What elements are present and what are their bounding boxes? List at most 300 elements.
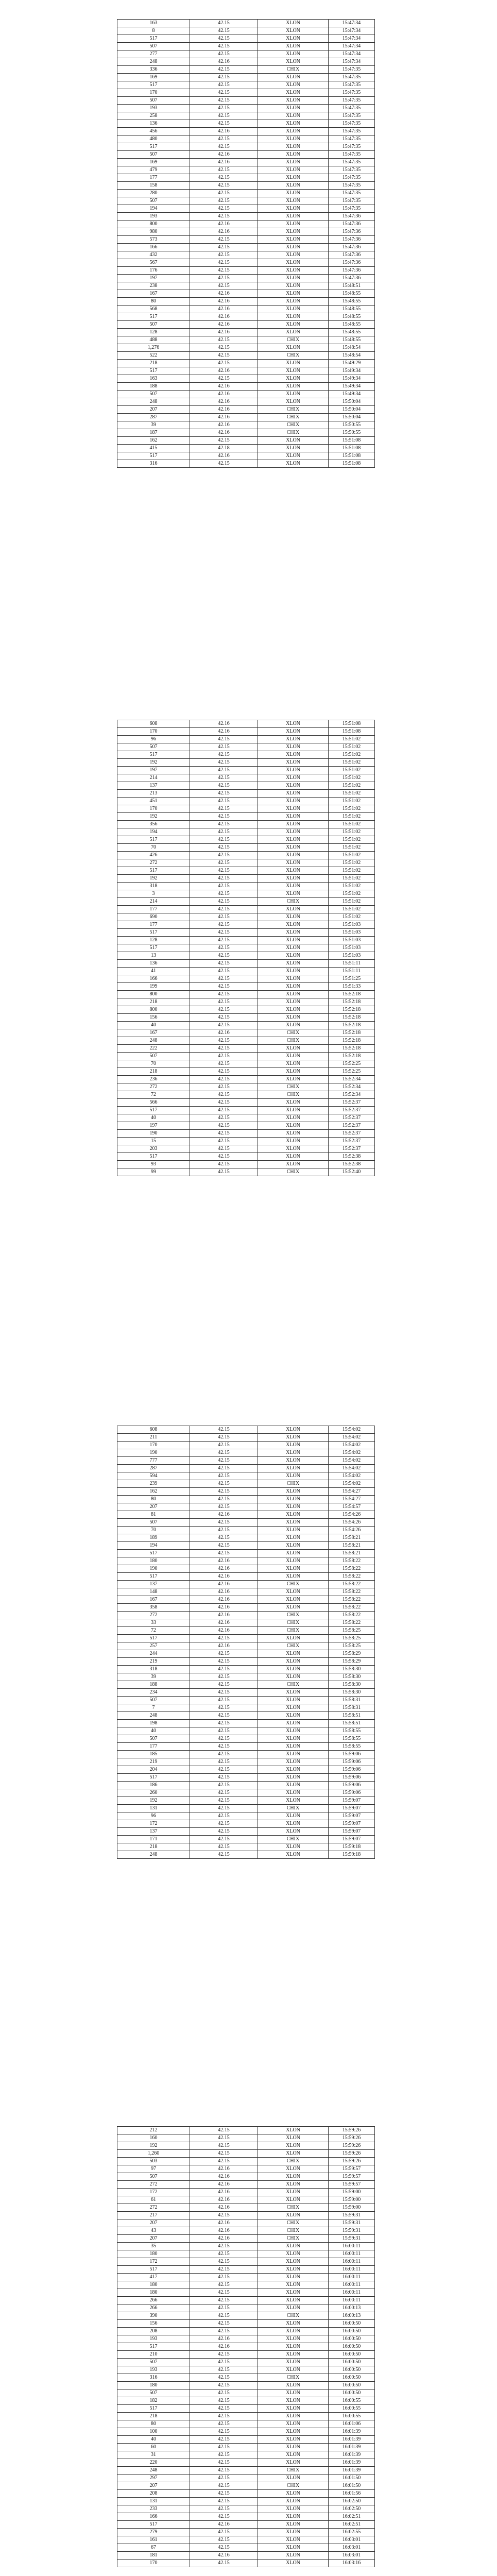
table-row (117, 1836, 375, 1843)
venue-cell: XLON (258, 2274, 329, 2281)
table-row (117, 2405, 375, 2413)
time-cell: 15:47:35 (329, 190, 375, 197)
price-cell: 42.15 (190, 2475, 258, 2482)
price-cell: 42.15 (190, 1704, 258, 1712)
table-row (117, 1083, 375, 1091)
page-2 (0, 701, 497, 1406)
time-cell: 16:01:39 (329, 2436, 375, 2444)
table-row (117, 1557, 375, 1565)
table-row (117, 1689, 375, 1697)
volume-cell: 234 (117, 1689, 190, 1697)
time-cell: 15:47:36 (329, 236, 375, 244)
price-cell: 42.15 (190, 120, 258, 128)
venue-cell: XLON (258, 1743, 329, 1751)
volume-cell: 266 (117, 2304, 190, 2312)
venue-cell: XLON (258, 852, 329, 859)
price-cell: 42.15 (190, 2420, 258, 2428)
table-row (117, 2482, 375, 2490)
time-cell: 15:48:55 (329, 306, 375, 313)
venue-cell: XLON (258, 1782, 329, 1789)
table-row (117, 329, 375, 336)
time-cell: 15:58:25 (329, 1635, 375, 1642)
table-row (117, 2204, 375, 2212)
venue-cell: XLON (258, 437, 329, 445)
table-row (117, 1666, 375, 1673)
table-row (117, 913, 375, 921)
volume-cell: 218 (117, 360, 190, 367)
table-row (117, 221, 375, 228)
table-row (117, 2304, 375, 2312)
price-cell: 42.15 (190, 251, 258, 259)
venue-cell: XLON (258, 1542, 329, 1550)
table-row (117, 759, 375, 767)
venue-cell: XLON (258, 360, 329, 367)
time-cell: 16:00:11 (329, 2297, 375, 2304)
price-cell: 42.15 (190, 2359, 258, 2366)
table-row (117, 74, 375, 81)
table-row (117, 251, 375, 259)
price-cell: 42.15 (190, 35, 258, 43)
venue-cell: XLON (258, 1673, 329, 1681)
table-row (117, 2397, 375, 2405)
price-cell: 42.15 (190, 2274, 258, 2281)
venue-cell: XLON (258, 89, 329, 97)
time-cell: 15:48:55 (329, 290, 375, 298)
time-cell: 15:51:11 (329, 968, 375, 975)
price-cell: 42.15 (190, 2134, 258, 2142)
volume-cell: 100 (117, 2428, 190, 2436)
venue-cell: XLON (258, 1130, 329, 1138)
time-cell: 15:48:55 (329, 313, 375, 321)
volume-cell: 39 (117, 1673, 190, 1681)
table-row (117, 267, 375, 275)
volume-cell: 318 (117, 1666, 190, 1673)
table-row (117, 1145, 375, 1153)
time-cell: 15:58:25 (329, 1642, 375, 1650)
time-cell: 16:00:11 (329, 2250, 375, 2258)
time-cell: 15:48:55 (329, 336, 375, 344)
time-cell: 16:01:06 (329, 2420, 375, 2428)
table-row (117, 50, 375, 58)
price-cell: 42.15 (190, 1519, 258, 1527)
price-cell: 42.15 (190, 1068, 258, 1076)
venue-cell: XLON (258, 182, 329, 190)
time-cell: 15:47:35 (329, 89, 375, 97)
price-cell: 42.15 (190, 2560, 258, 2567)
time-cell: 15:51:03 (329, 929, 375, 937)
venue-cell: XLON (258, 2505, 329, 2513)
price-cell: 42.15 (190, 1766, 258, 1774)
price-cell: 42.16 (190, 1588, 258, 1596)
table-row (117, 1642, 375, 1650)
time-cell: 16:01:39 (329, 2444, 375, 2451)
volume-cell: 207 (117, 2482, 190, 2490)
price-cell: 42.15 (190, 2142, 258, 2150)
venue-cell: XLON (258, 251, 329, 259)
table-row (117, 2243, 375, 2250)
price-cell: 42.18 (190, 445, 258, 452)
price-cell: 42.16 (190, 321, 258, 329)
venue-cell: XLON (258, 143, 329, 151)
time-cell: 15:51:08 (329, 720, 375, 728)
price-cell: 42.15 (190, 1743, 258, 1751)
volume-cell: 210 (117, 2351, 190, 2359)
price-cell: 42.15 (190, 1666, 258, 1673)
venue-cell: XLON (258, 883, 329, 890)
price-cell: 42.15 (190, 1712, 258, 1720)
price-cell: 42.15 (190, 190, 258, 197)
volume-cell: 41 (117, 968, 190, 975)
venue-cell: XLON (258, 805, 329, 813)
table-row (117, 2343, 375, 2351)
volume-cell: 248 (117, 398, 190, 406)
venue-cell: XLON (258, 244, 329, 251)
table-row (117, 383, 375, 391)
time-cell: 15:52:37 (329, 1130, 375, 1138)
table-row (117, 2150, 375, 2158)
time-cell: 15:47:34 (329, 43, 375, 50)
venue-cell: XLON (258, 2490, 329, 2498)
volume-cell: 218 (117, 2413, 190, 2420)
time-cell: 15:52:25 (329, 1068, 375, 1076)
price-cell: 42.15 (190, 460, 258, 468)
price-cell: 42.15 (190, 929, 258, 937)
time-cell: 16:02:50 (329, 2505, 375, 2513)
venue-cell: XLON (258, 1797, 329, 1805)
table-row (117, 821, 375, 828)
volume-cell: 158 (117, 182, 190, 190)
price-cell: 42.15 (190, 1083, 258, 1091)
table-row (117, 205, 375, 213)
venue-cell: CHIX (258, 2235, 329, 2243)
price-cell: 42.16 (190, 2165, 258, 2173)
price-cell: 42.15 (190, 2459, 258, 2467)
table-row (117, 805, 375, 813)
time-cell: 15:47:35 (329, 197, 375, 205)
venue-cell: XLON (258, 205, 329, 213)
time-cell: 15:58:22 (329, 1573, 375, 1581)
page-1 (0, 0, 497, 701)
venue-cell: XLON (258, 2212, 329, 2219)
volume-cell: 507 (117, 151, 190, 159)
venue-cell: XLON (258, 983, 329, 991)
table-row (117, 2134, 375, 2142)
time-cell: 15:52:34 (329, 1091, 375, 1099)
price-cell: 42.15 (190, 375, 258, 383)
venue-cell: XLON (258, 1851, 329, 1859)
table-row (117, 736, 375, 743)
price-cell: 42.15 (190, 2212, 258, 2219)
price-cell: 42.15 (190, 1720, 258, 1727)
table-row (117, 1627, 375, 1635)
time-cell: 15:59:26 (329, 2150, 375, 2158)
volume-cell: 99 (117, 1168, 190, 1176)
table-row (117, 968, 375, 975)
venue-cell: XLON (258, 151, 329, 159)
time-cell: 15:54:02 (329, 1426, 375, 1434)
volume-cell: 219 (117, 1658, 190, 1666)
volume-cell: 171 (117, 1836, 190, 1843)
volume-cell: 800 (117, 991, 190, 998)
table-row (117, 190, 375, 197)
time-cell: 15:51:03 (329, 937, 375, 944)
volume-cell: 35 (117, 2243, 190, 2250)
time-cell: 15:47:36 (329, 267, 375, 275)
time-cell: 15:58:51 (329, 1712, 375, 1720)
venue-cell: XLON (258, 1720, 329, 1727)
volume-cell: 517 (117, 313, 190, 321)
volume-cell: 80 (117, 298, 190, 306)
time-cell: 15:48:51 (329, 282, 375, 290)
time-cell: 16:00:55 (329, 2397, 375, 2405)
price-cell: 42.15 (190, 2374, 258, 2382)
volume-cell: 192 (117, 813, 190, 821)
table-row (117, 344, 375, 352)
venue-cell: XLON (258, 1596, 329, 1604)
table-row (117, 1542, 375, 1550)
time-cell: 15:51:08 (329, 437, 375, 445)
price-cell: 42.15 (190, 1122, 258, 1130)
price-cell: 42.16 (190, 298, 258, 306)
table-row (117, 282, 375, 290)
price-cell: 42.15 (190, 1114, 258, 1122)
volume-cell: 3 (117, 890, 190, 898)
venue-cell: CHIX (258, 1029, 329, 1037)
volume-cell: 207 (117, 1503, 190, 1511)
price-cell: 42.16 (190, 406, 258, 414)
venue-cell: XLON (258, 798, 329, 805)
table-row (117, 97, 375, 105)
price-cell: 42.15 (190, 1697, 258, 1704)
price-cell: 42.16 (190, 1581, 258, 1588)
table-row (117, 2165, 375, 2173)
time-cell: 15:58:30 (329, 1689, 375, 1697)
table-row (117, 1076, 375, 1083)
time-cell: 15:58:55 (329, 1727, 375, 1735)
venue-cell: CHIX (258, 1037, 329, 1045)
time-cell: 15:52:34 (329, 1076, 375, 1083)
table-row (117, 1658, 375, 1666)
table-row (117, 2219, 375, 2227)
time-cell: 15:47:36 (329, 251, 375, 259)
volume-cell: 192 (117, 875, 190, 883)
time-cell: 16:02:51 (329, 2521, 375, 2529)
price-cell: 42.15 (190, 937, 258, 944)
time-cell: 15:51:02 (329, 883, 375, 890)
table-row (117, 398, 375, 406)
venue-cell: XLON (258, 1704, 329, 1712)
volume-cell: 193 (117, 2335, 190, 2343)
venue-cell: XLON (258, 998, 329, 1006)
price-cell: 42.16 (190, 391, 258, 398)
trades-table-2 (117, 720, 375, 1176)
price-cell: 42.15 (190, 2312, 258, 2320)
volume-cell: 70 (117, 844, 190, 852)
volume-cell: 192 (117, 759, 190, 767)
venue-cell: XLON (258, 1060, 329, 1068)
price-cell: 42.15 (190, 2428, 258, 2436)
volume-cell: 213 (117, 790, 190, 798)
venue-cell: XLON (258, 1006, 329, 1014)
venue-cell: XLON (258, 2173, 329, 2181)
table-row (117, 213, 375, 221)
price-cell: 42.15 (190, 1053, 258, 1060)
table-row (117, 43, 375, 50)
price-cell: 42.15 (190, 1472, 258, 1480)
price-cell: 42.16 (190, 58, 258, 66)
venue-cell: XLON (258, 35, 329, 43)
price-cell: 42.15 (190, 782, 258, 790)
venue-cell: XLON (258, 2328, 329, 2335)
venue-cell: XLON (258, 2521, 329, 2529)
table-row (117, 2513, 375, 2521)
price-cell: 42.15 (190, 805, 258, 813)
table-row (117, 1766, 375, 1774)
time-cell: 15:58:55 (329, 1743, 375, 1751)
price-cell: 42.16 (190, 1612, 258, 1619)
volume-cell: 244 (117, 1650, 190, 1658)
time-cell: 15:48:54 (329, 344, 375, 352)
venue-cell: XLON (258, 2335, 329, 2343)
venue-cell: CHIX (258, 1619, 329, 1627)
price-cell: 42.16 (190, 720, 258, 728)
table-row (117, 2444, 375, 2451)
time-cell: 15:51:02 (329, 813, 375, 821)
table-row (117, 1534, 375, 1542)
volume-cell: 573 (117, 236, 190, 244)
price-cell: 42.15 (190, 1168, 258, 1176)
volume-cell: 517 (117, 1573, 190, 1581)
venue-cell: XLON (258, 1488, 329, 1496)
volume-cell: 522 (117, 352, 190, 360)
price-cell: 42.16 (190, 2181, 258, 2189)
volume-cell: 128 (117, 937, 190, 944)
table-row (117, 460, 375, 468)
venue-cell: XLON (258, 2413, 329, 2420)
table-row (117, 112, 375, 120)
trades-table-4 (117, 2126, 375, 2567)
time-cell: 15:54:02 (329, 1434, 375, 1442)
time-cell: 15:51:02 (329, 836, 375, 844)
table-row (117, 1053, 375, 1060)
venue-cell: XLON (258, 2165, 329, 2173)
venue-cell: XLON (258, 937, 329, 944)
price-cell: 42.15 (190, 282, 258, 290)
table-row (117, 2436, 375, 2444)
table-row (117, 2552, 375, 2560)
volume-cell: 507 (117, 43, 190, 50)
volume-cell: 517 (117, 1774, 190, 1782)
price-cell: 42.16 (190, 128, 258, 135)
volume-cell: 272 (117, 2204, 190, 2212)
price-cell: 42.15 (190, 875, 258, 883)
table-row (117, 445, 375, 452)
venue-cell: XLON (258, 2498, 329, 2505)
volume-cell: 162 (117, 1488, 190, 1496)
time-cell: 15:49:29 (329, 360, 375, 367)
volume-cell: 72 (117, 1091, 190, 1099)
price-cell: 42.15 (190, 2351, 258, 2359)
volume-cell: 33 (117, 1619, 190, 1627)
table-row (117, 2498, 375, 2505)
time-cell: 15:52:38 (329, 1161, 375, 1168)
price-cell: 42.16 (190, 228, 258, 236)
venue-cell: XLON (258, 1604, 329, 1612)
volume-cell: 800 (117, 221, 190, 228)
time-cell: 15:59:26 (329, 2158, 375, 2165)
time-cell: 15:51:02 (329, 790, 375, 798)
table-row (117, 313, 375, 321)
venue-cell: XLON (258, 298, 329, 306)
venue-cell: XLON (258, 2475, 329, 2482)
volume-cell: 238 (117, 282, 190, 290)
table-row (117, 2189, 375, 2196)
table-row (117, 1122, 375, 1130)
table-row (117, 844, 375, 852)
venue-cell: XLON (258, 259, 329, 267)
volume-cell: 190 (117, 1565, 190, 1573)
time-cell: 15:54:02 (329, 1465, 375, 1472)
venue-cell: XLON (258, 166, 329, 174)
time-cell: 15:51:02 (329, 867, 375, 875)
time-cell: 16:02:50 (329, 2498, 375, 2505)
table-row (117, 1612, 375, 1619)
table-row (117, 2297, 375, 2304)
time-cell: 16:00:55 (329, 2413, 375, 2420)
volume-cell: 517 (117, 1635, 190, 1642)
time-cell: 16:01:39 (329, 2467, 375, 2475)
volume-cell: 167 (117, 1029, 190, 1037)
time-cell: 15:47:36 (329, 213, 375, 221)
table-row (117, 2258, 375, 2266)
venue-cell: CHIX (258, 66, 329, 74)
time-cell: 15:58:29 (329, 1650, 375, 1658)
table-row (117, 1820, 375, 1828)
volume-cell: 260 (117, 1789, 190, 1797)
price-cell: 42.15 (190, 2451, 258, 2459)
price-cell: 42.15 (190, 1735, 258, 1743)
table-row (117, 2320, 375, 2328)
price-cell: 42.15 (190, 1037, 258, 1045)
table-row (117, 2366, 375, 2374)
venue-cell: XLON (258, 2529, 329, 2536)
price-cell: 42.15 (190, 2289, 258, 2297)
venue-cell: XLON (258, 728, 329, 736)
venue-cell: XLON (258, 2366, 329, 2374)
venue-cell: XLON (258, 74, 329, 81)
time-cell: 15:52:37 (329, 1114, 375, 1122)
time-cell: 15:51:02 (329, 805, 375, 813)
price-cell: 42.15 (190, 1650, 258, 1658)
volume-cell: 193 (117, 213, 190, 221)
venue-cell: XLON (258, 952, 329, 960)
venue-cell: XLON (258, 2343, 329, 2351)
venue-cell: XLON (258, 2459, 329, 2467)
time-cell: 15:51:03 (329, 944, 375, 952)
price-cell: 42.15 (190, 1820, 258, 1828)
time-cell: 15:54:26 (329, 1519, 375, 1527)
time-cell: 15:51:02 (329, 782, 375, 790)
volume-cell: 219 (117, 1758, 190, 1766)
venue-cell: CHIX (258, 352, 329, 360)
venue-cell: XLON (258, 1534, 329, 1542)
volume-cell: 503 (117, 2158, 190, 2165)
time-cell: 15:51:02 (329, 759, 375, 767)
table-row (117, 120, 375, 128)
venue-cell: CHIX (258, 1681, 329, 1689)
time-cell: 15:59:07 (329, 1820, 375, 1828)
price-cell: 42.15 (190, 97, 258, 105)
